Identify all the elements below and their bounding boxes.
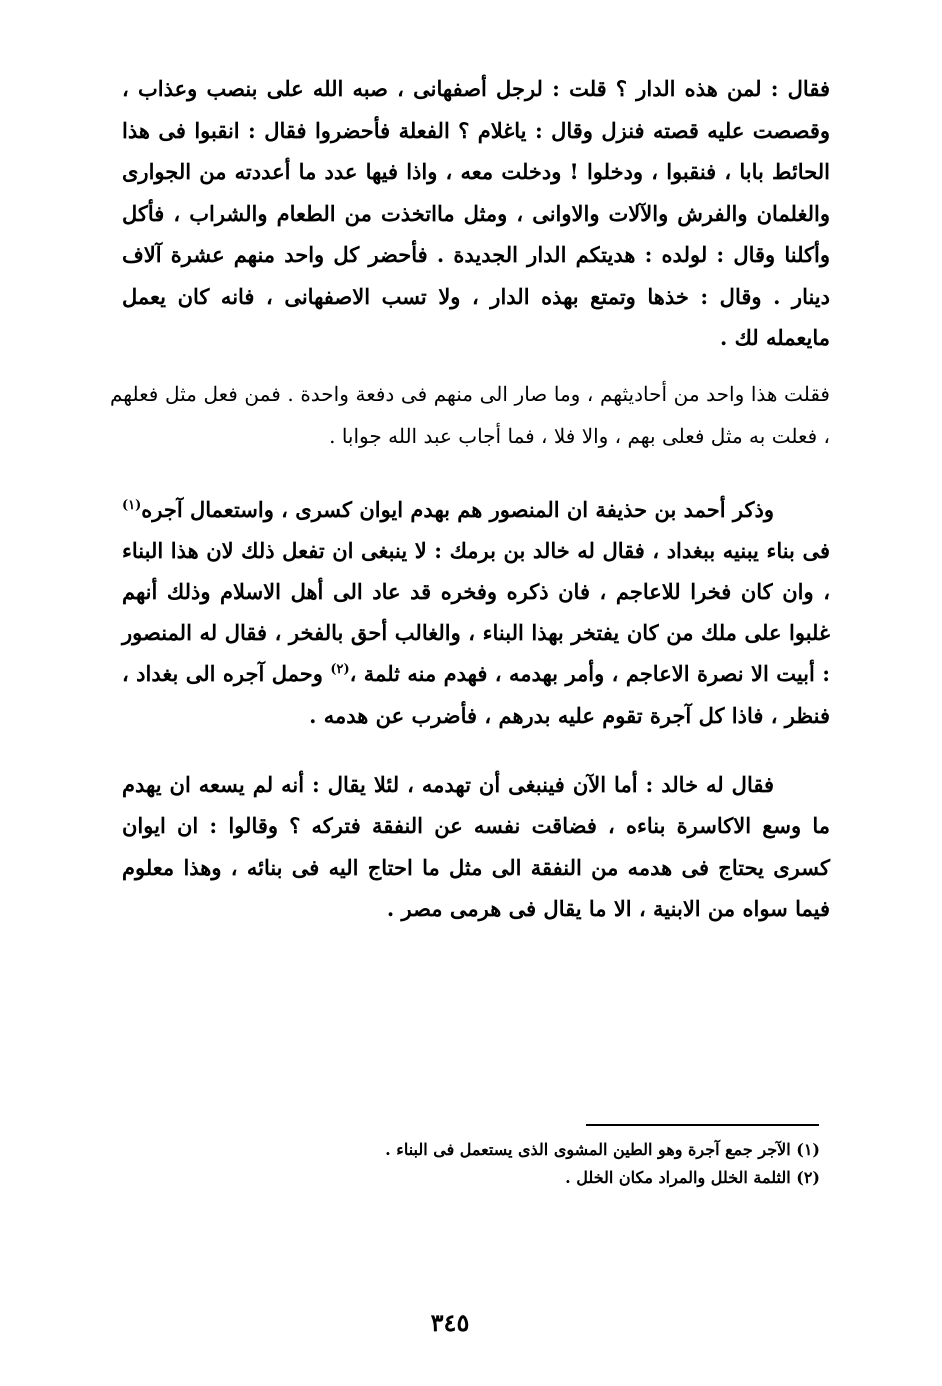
paragraph-4 — [110, 764, 830, 930]
footnote-separator — [586, 1124, 819, 1126]
paragraph-3 — [110, 489, 830, 736]
footnote-2: (٢) الثلمة الخلل والمراد مكان الخلل . — [565, 1168, 820, 1187]
paragraph-3-text-a: وذكر أحمد بن حذيفة ان المنصور هم بهدم ايوان كسرى ، واستعمال آجره — [141, 496, 774, 522]
paragraph-4-text: فقال له خالد : أما الآن فينبغى أن تهدمه ، لئلا يقال : أنه لم يسعه ان يهدم ما وسع الاكاسرة بناءه ، فضاقت نفسه عن النفقة فتركه ؟ وقالوا : ان ايوان كسرى يحتاج فى هدمه من النفقة الى مثل ما احتاج اليه فى بنائه ، وهذا معلوم فيما سواه من الابنية ، الا ما يقال فى هرمى مصر . — [122, 771, 830, 922]
footnote-ref-2: (٢) — [330, 662, 350, 678]
page-number: ٣٤٥ — [430, 1308, 470, 1337]
paragraph-3-text-c: وحمل آجره الى بغداد ، فنظر ، فاذا كل آجرة تقوم عليه بدرهم ، فأضرب عن هدمه . — [122, 661, 830, 728]
footnote-1: (١) الآجر جمع آجرة وهو الطين المشوى الذى يستعمل فى البناء . — [385, 1140, 820, 1159]
paragraph-3-text-b: فى بناء يبنيه ببغداد ، فقال له خالد بن برمك : لا ينبغى ان تفعل ذلك لان هذا البناء ، وان كان فخرا للاعاجم ، فان ذكره وفخره قد عاد الى أهل الاسلام وذلك أنهم غلبوا على ملك من كان يفتخر بهذا البناء ، والغالب أحق بالفخر ، فقال له المنصور : أبيت الا نصرة الاعاجم ، وأمر بهدمه ، فهدم منه ثلمة ، — [122, 537, 831, 687]
footnote-ref-1: (١) — [122, 497, 142, 513]
paragraph-2: فقلت هذا واحد من أحاديثهم ، وما صار الى منهم فى دفعة واحدة . فمن فعل مثل فعلهم ، فعلت به مثل فعلى بهم ، والا فلا ، فما أجاب عبد الله جوابا . — [110, 381, 830, 448]
footnotes — [300, 1136, 820, 1192]
main-text — [110, 68, 830, 930]
paragraph-1: فقال : لمن هذه الدار ؟ قلت : لرجل أصفهانى ، صبه الله على بنصب وعذاب ، وقصصت عليه قصته فنزل وقال : ياغلام ؟ الفعلة فأحضروا فقال : انقبوا فى هذا الحائط بابا ، فنقبوا ، ودخلوا ! ودخلت معه ، واذا فيها عدد ما أعددته من الجوارى والغلمان والفرش والآلات والاوانى ، ومثل مااتخذت من الطعام والشراب ، فأكل وأكلنا وقال : لولده : هديتكم الدار الجديدة . فأحضر كل واحد منهم عشرة آلاف دينار . وقال : خذها وتمتع بهذه الدار ، ولا تسب الاصفهانى ، فانه كان يعمل مايعمله لك . — [122, 76, 830, 350]
